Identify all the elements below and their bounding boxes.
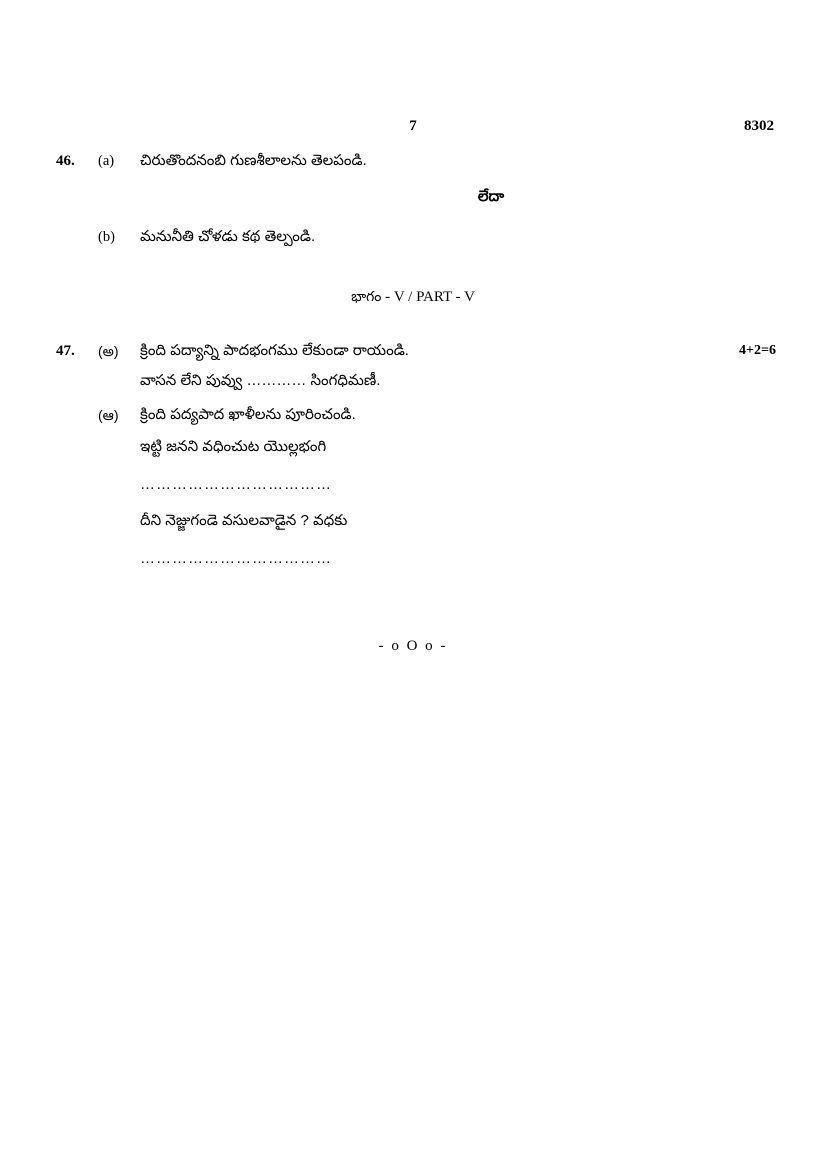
question-47-part-a-line: వాసన లేని పువ్వు ………… సింగధిమణీ. [140,372,381,389]
end-mark: - o O o - [378,638,448,654]
question-47-part-b-blank2: ……………………………… [140,550,332,567]
question-47-marks: 4+2=6 [739,343,776,358]
question-46-or [56,188,776,209]
question-47-part-b-blank1: ……………………………… [140,476,332,493]
question-47-number: 47. [56,343,75,359]
question-46-part-a-text: చిరుతొందనంబి గుణశీలాలను తెలపండి. [140,152,367,169]
page-header [0,118,826,138]
question-46-part-b-row [56,226,776,248]
question-47-part-b-line2: దీని నెజ్జుగండె వసులవాడైన ? వధకు [140,512,348,529]
question-46-part-a [56,150,776,172]
question-46-part-b [56,226,776,248]
part-heading-separator: - V / PART - V [381,289,475,305]
page-number: 7 [409,118,417,134]
part-heading [0,288,826,308]
question-46-part-b-label: (b) [98,229,115,245]
question-47-part-b-label: (ఆ) [98,407,119,423]
question-46-part-a-label: (a) [98,153,115,169]
question-47-part-a-text: క్రింది పద్యాన్ని పాదభంగము లేకుండా రాయండి. [140,342,409,359]
question-47-part-a-label: (అ) [98,343,119,359]
paper-code: 8302 [744,118,774,134]
question-47-part-b-line1: ఇట్టి జనని వధించుట యొల్లభంగి [140,438,327,455]
question-47-part-a-row [56,340,776,362]
question-47-part-b-text: క్రింది పద్యపాద ఖాళీలను పూరించండి. [140,406,356,423]
question-46-number: 46. [56,153,75,169]
question-46 [56,150,776,172]
question-47-part-b-row [56,404,776,426]
or-word: లేదా [477,188,505,205]
question-46-part-b-text: మనునీతి చోళడు కథ తెల్పండి. [140,228,316,245]
question-47 [56,340,776,570]
part-heading-telugu: భాగం [351,288,382,304]
